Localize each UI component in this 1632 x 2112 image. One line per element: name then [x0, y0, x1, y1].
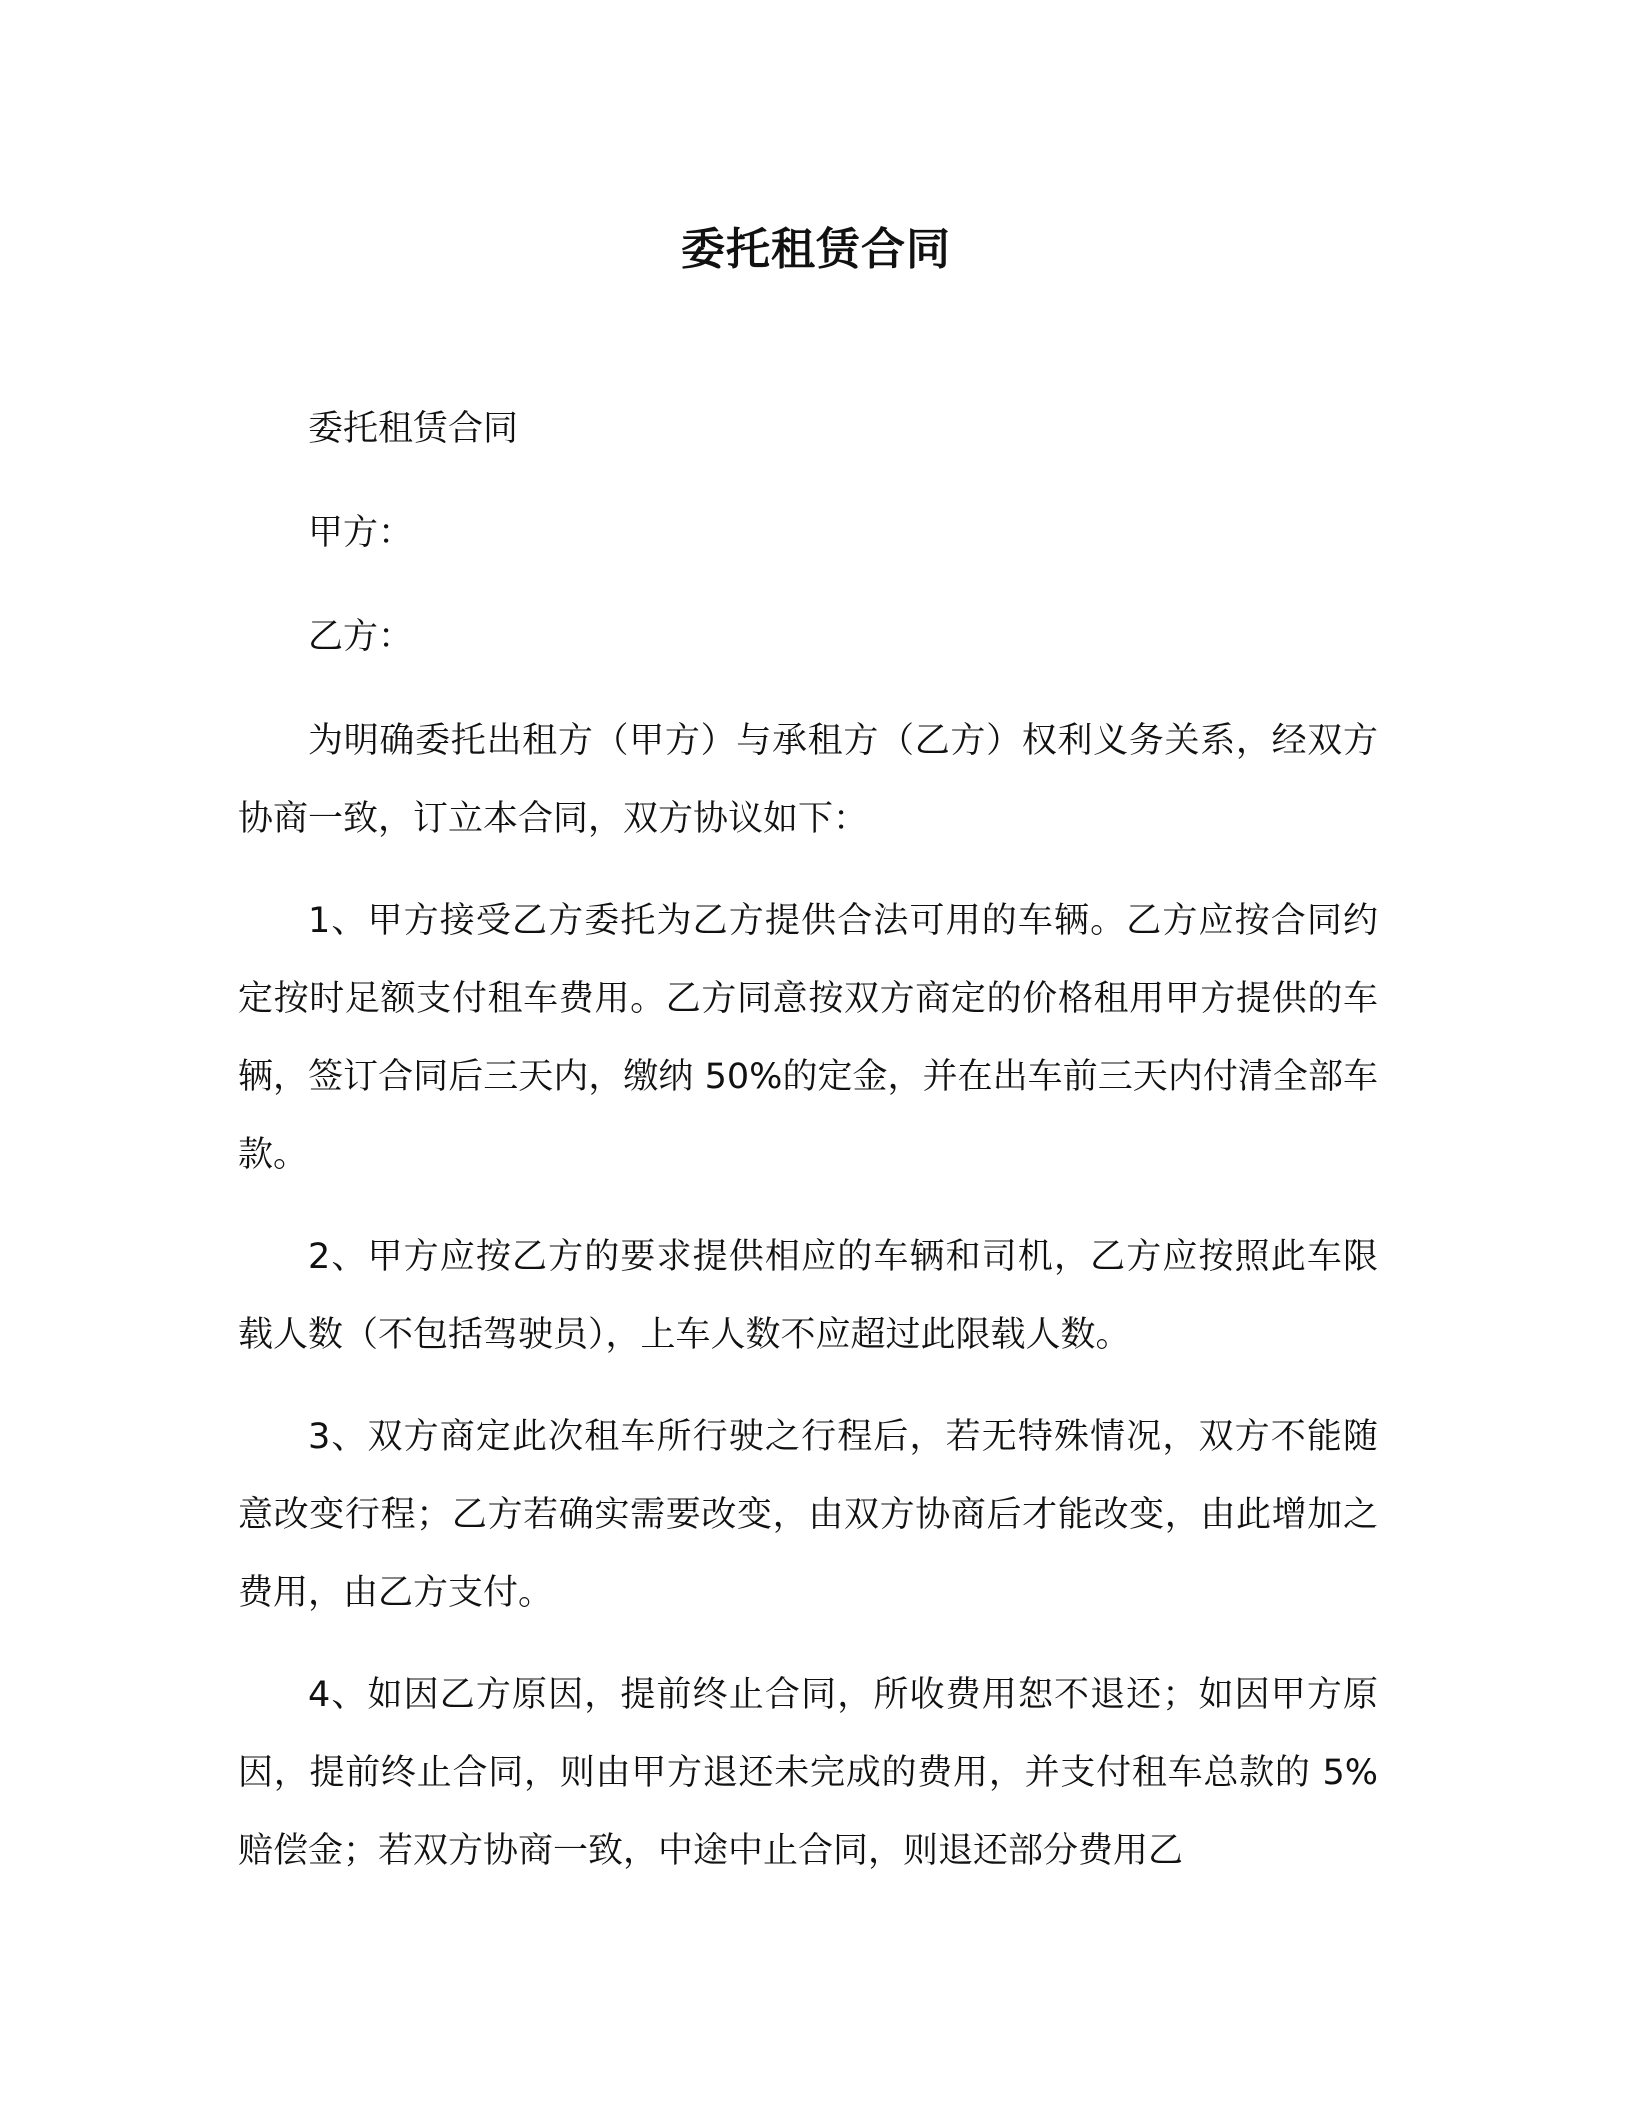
paragraph-party-b: 乙方：	[308, 617, 414, 657]
paragraph-clause-2: 2、甲方应按乙方的要求提供相应的车辆和司机，乙方应按照此车限载人数（不包括驾驶员），上车人数不应超过此限载人数。	[238, 1237, 1378, 1355]
paragraph-clause-3: 3、双方商定此次租车所行驶之行程后，若无特殊情况，双方不能随意改变行程；乙方若确实需要改变，由双方协商后才能改变，由此增加之费用，由乙方支付。	[238, 1417, 1378, 1613]
paragraph-heading: 委托租赁合同	[308, 409, 519, 449]
document-title: 委托租赁合同	[681, 224, 951, 275]
paragraph-party-a: 甲方：	[308, 513, 414, 553]
paragraph-preamble: 为明确委托出租方（甲方）与承租方（乙方）权利义务关系，经双方协商一致，订立本合同，双方协议如下：	[238, 721, 1378, 839]
paragraph-clause-4: 4、如因乙方原因，提前终止合同，所收费用恕不退还；如因甲方原因，提前终止合同，则由甲方退还未完成的费用，并支付租车总款的 5%赔偿金；若双方协商一致，中途中止合同，则退还部分费用乙	[238, 1675, 1378, 1871]
document-body	[238, 390, 1378, 1914]
paragraph-clause-1: 1、甲方接受乙方委托为乙方提供合法可用的车辆。乙方应按合同约定按时足额支付租车费用。乙方同意按双方商定的价格租用甲方提供的车辆，签订合同后三天内，缴纳 50%的定金，并在出车前三天内付清全部车款。	[238, 901, 1378, 1175]
